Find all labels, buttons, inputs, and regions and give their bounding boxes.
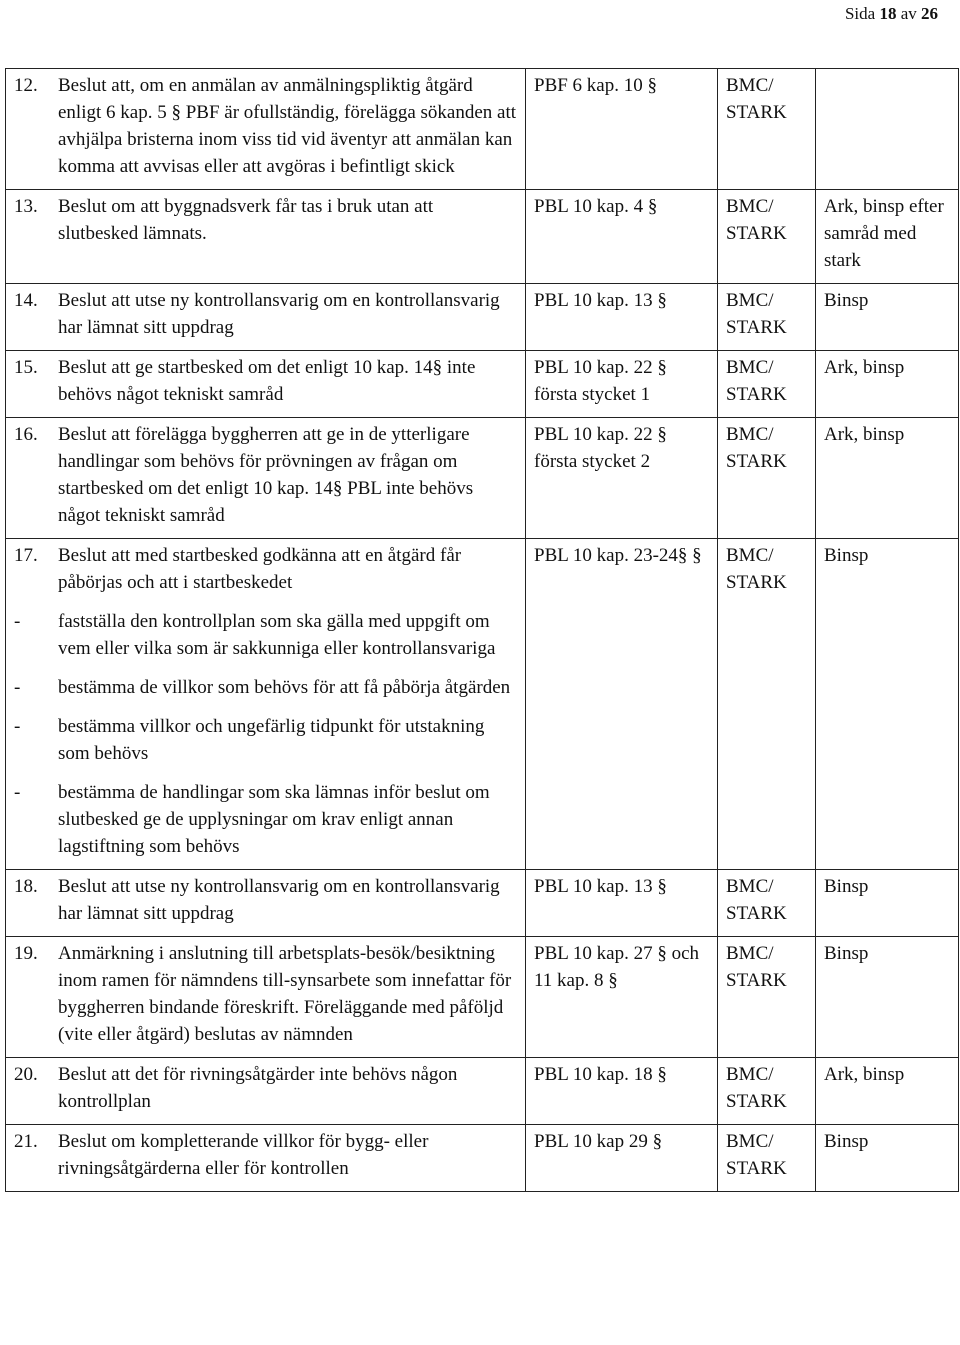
decision-cell [6,351,526,418]
item-number: 21. [14,1131,38,1152]
decision-cell [6,190,526,284]
delegate: BMC/ STARK [718,1125,816,1192]
decision-item [14,940,517,1048]
consultation: Binsp [816,539,959,870]
page-number [845,4,938,24]
law-reference: PBL 10 kap. 13 § [526,870,718,937]
subitem-dash: - [14,782,21,803]
decision-item [14,1128,517,1182]
decision-cell [6,870,526,937]
table-row [6,351,959,418]
decision-subitem [14,713,517,767]
page-label: Sida [844,4,876,23]
decision-item [14,193,517,247]
law-reference: PBF 6 kap. 10 § [526,69,718,190]
decision-item [14,1061,517,1115]
consultation: Binsp [816,284,959,351]
delegation-table [5,68,959,1192]
item-number: 19. [14,943,38,964]
decision-item [14,354,517,408]
decision-item [14,421,517,529]
delegate: BMC/ STARK [718,1058,816,1125]
consultation: Ark, binsp [816,1058,959,1125]
delegate: BMC/ STARK [718,351,816,418]
decision-item [14,72,517,180]
decision-cell [6,284,526,351]
consultation [816,69,959,190]
decision-subitem [14,674,517,701]
item-number: 18. [14,876,38,897]
item-number: 13. [14,196,38,217]
decision-item [14,287,517,341]
decision-text: Beslut att utse ny kontrollansvarig om en kontrollansvarig har lämnat sitt uppdrag [58,290,500,338]
total-pages: 26 [921,4,938,23]
table-row [6,937,959,1058]
decision-item [14,542,517,596]
table-row [6,1058,959,1125]
item-number: 15. [14,357,38,378]
delegate: BMC/ STARK [718,870,816,937]
table-row [6,284,959,351]
item-number: 12. [14,75,38,96]
decision-text: Beslut att utse ny kontrollansvarig om en kontrollansvarig har lämnat sitt uppdrag [58,876,500,924]
subitem-dash: - [14,677,21,698]
decision-cell [6,937,526,1058]
decision-text: Beslut att, om en anmälan av anmälningspliktig åtgärd enligt 6 kap. 5 § PBF är ofullständig, förelägga sökanden att avhjälpa bristerna inom viss tid vid äventyr att anmälan kan komma att avvisas eller att avgöras i befintligt skick [58,75,517,177]
item-number: 20. [14,1064,38,1085]
delegate: BMC/ STARK [718,69,816,190]
decision-item [14,873,517,927]
item-number: 17. [14,545,38,566]
decision-subitem [14,608,517,662]
delegate: BMC/ STARK [718,284,816,351]
law-reference: PBL 10 kap. 18 § [526,1058,718,1125]
subitem-text: fastställa den kontrollplan som ska gälla med uppgift om vem eller vilka som är sakkunniga eller kontrollansvariga [58,611,496,659]
subitem-text: bestämma de handlingar som ska lämnas inför beslut om slutbesked ge de upplysningar om krav enligt annan lagstiftning som behövs [58,782,490,857]
decision-cell [6,69,526,190]
table-row [6,1125,959,1192]
table-row [6,870,959,937]
table-row [6,418,959,539]
consultation: Binsp [816,870,959,937]
decision-cell [6,1058,526,1125]
decision-cell [6,418,526,539]
item-number: 16. [14,424,38,445]
delegate: BMC/ STARK [718,190,816,284]
delegate: BMC/ STARK [718,539,816,870]
delegate: BMC/ STARK [718,937,816,1058]
consultation: Ark, binsp [816,351,959,418]
decision-subitem [14,779,517,860]
law-reference: PBL 10 kap. 23-24§ § [526,539,718,870]
subitem-text: bestämma villkor och ungefärlig tidpunkt för utstakning som behövs [58,716,485,764]
law-reference: PBL 10 kap. 4 § [526,190,718,284]
current-page: 18 [879,4,897,23]
decision-text: Beslut att förelägga byggherren att ge in de ytterligare handlingar som behövs för prövningen av frågan om startbesked om det enligt 10 kap. 14§ PBL inte behövs något tekniskt samråd [58,424,474,526]
decision-text: Beslut att ge startbesked om det enligt 10 kap. 14§ inte behövs något tekniskt samråd [58,357,476,405]
law-reference: PBL 10 kap. 27 § och 11 kap. 8 § [526,937,718,1058]
decision-cell [6,539,526,870]
subitem-dash: - [14,611,21,632]
law-reference: PBL 10 kap 29 § [526,1125,718,1192]
decision-text: Anmärkning i anslutning till arbetsplats-besök/besiktning inom ramen för nämndens till-synsarbete som innefattar för byggherren bindande föreskrift. Föreläggande med påföljd (vite eller åtgärd) beslutas av nämnden [58,943,512,1045]
decision-text: Beslut att det för rivningsåtgärder inte behövs någon kontrollplan [58,1064,458,1112]
decision-text: Beslut att med startbesked godkänna att en åtgärd får påbörjas och att i startbeskedet [58,545,462,593]
decision-text: Beslut om kompletterande villkor för bygg- eller rivningsåtgärderna eller för kontrollen [58,1131,429,1179]
law-reference: PBL 10 kap. 22 § första stycket 1 [526,351,718,418]
table-row [6,69,959,190]
consultation: Binsp [816,1125,959,1192]
law-reference: PBL 10 kap. 22 § första stycket 2 [526,418,718,539]
table-row [6,539,959,870]
decision-text: Beslut om att byggnadsverk får tas i bruk utan att slutbesked lämnats. [58,196,434,244]
delegate: BMC/ STARK [718,418,816,539]
law-reference: PBL 10 kap. 13 § [526,284,718,351]
subitem-text: bestämma de villkor som behövs för att få påbörja åtgärden [58,677,511,698]
decision-cell [6,1125,526,1192]
subitem-dash: - [14,716,21,737]
consultation: Binsp [816,937,959,1058]
consultation: Ark, binsp [816,418,959,539]
table-row [6,190,959,284]
item-number: 14. [14,290,38,311]
consultation: Ark, binsp efter samråd med stark [816,190,959,284]
page-of: av [900,4,917,23]
